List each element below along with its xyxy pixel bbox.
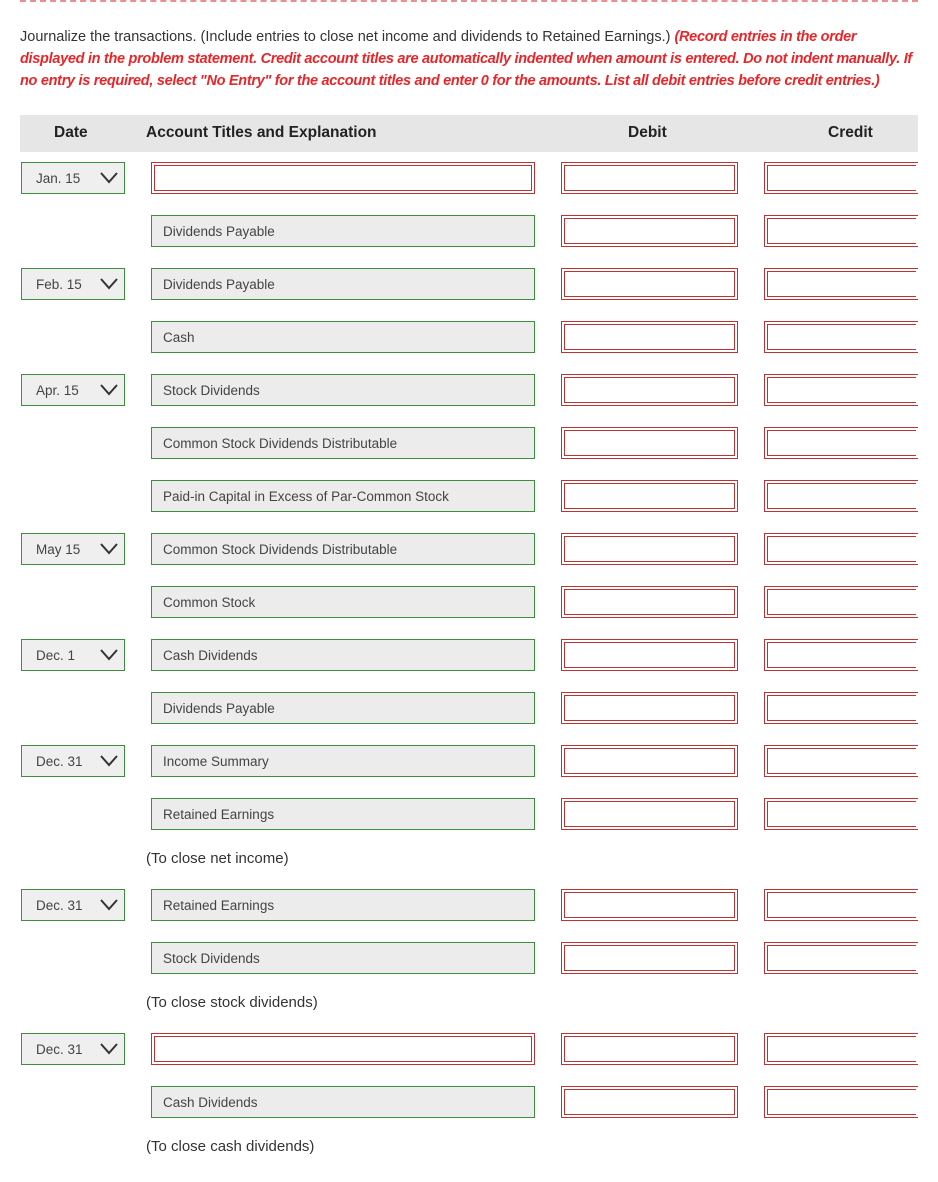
credit-amount-box[interactable]: [767, 695, 916, 721]
account-title-value: Dividends Payable: [163, 277, 275, 292]
credit-amount-input[interactable]: [764, 1086, 918, 1118]
account-title-select[interactable]: [151, 745, 535, 777]
credit-amount-box[interactable]: [767, 324, 916, 350]
account-title-value: Common Stock Dividends Distributable: [163, 436, 398, 451]
credit-amount-input[interactable]: [764, 374, 918, 406]
account-title-value: Paid-in Capital in Excess of Par-Common Stock: [163, 489, 449, 504]
debit-amount-input[interactable]: [561, 692, 738, 724]
account-title-value: Income Summary: [163, 754, 269, 769]
debit-amount-input[interactable]: [561, 321, 738, 353]
account-title-select[interactable]: [151, 889, 535, 921]
account-title-value: Dividends Payable: [163, 224, 275, 239]
debit-amount-box[interactable]: [564, 271, 735, 297]
account-title-input[interactable]: [151, 162, 535, 194]
date-select[interactable]: [21, 533, 125, 565]
date-select[interactable]: [21, 745, 125, 777]
debit-amount-box[interactable]: [564, 377, 735, 403]
credit-amount-box[interactable]: [767, 945, 916, 971]
account-title-select[interactable]: [151, 1086, 535, 1118]
account-title-value: Cash Dividends: [163, 648, 258, 663]
account-title-select[interactable]: [151, 268, 535, 300]
debit-amount-box[interactable]: [564, 536, 735, 562]
credit-amount-input[interactable]: [764, 268, 918, 300]
date-select-value: May 15: [36, 542, 81, 557]
account-title-select[interactable]: [151, 374, 535, 406]
chevron-down-icon: [100, 384, 118, 396]
account-title-select[interactable]: [151, 942, 535, 974]
credit-amount-input[interactable]: [764, 639, 918, 671]
date-select[interactable]: [21, 889, 125, 921]
credit-amount-box[interactable]: [767, 483, 916, 509]
debit-amount-box[interactable]: [564, 218, 735, 244]
account-title-value: Dividends Payable: [163, 701, 275, 716]
debit-amount-input[interactable]: [561, 427, 738, 459]
debit-amount-box[interactable]: [564, 748, 735, 774]
credit-amount-input[interactable]: [764, 427, 918, 459]
debit-amount-input[interactable]: [561, 1033, 738, 1065]
account-title-select[interactable]: [151, 586, 535, 618]
credit-amount-box[interactable]: [767, 801, 916, 827]
credit-amount-box[interactable]: [767, 892, 916, 918]
chevron-down-icon: [100, 543, 118, 555]
chevron-down-icon: [100, 1043, 118, 1055]
debit-amount-box[interactable]: [564, 324, 735, 350]
account-title-value: Cash Dividends: [163, 1095, 258, 1110]
credit-amount-input[interactable]: [764, 586, 918, 618]
credit-amount-input[interactable]: [764, 215, 918, 247]
debit-amount-input[interactable]: [561, 639, 738, 671]
debit-amount-box[interactable]: [564, 1089, 735, 1115]
debit-amount-input[interactable]: [561, 1086, 738, 1118]
credit-amount-input[interactable]: [764, 889, 918, 921]
header-date: Date: [54, 124, 88, 141]
credit-amount-box[interactable]: [767, 1089, 916, 1115]
account-title-value: Retained Earnings: [163, 898, 275, 913]
debit-amount-box[interactable]: [564, 892, 735, 918]
debit-amount-box[interactable]: [564, 483, 735, 509]
account-title-select[interactable]: [151, 533, 535, 565]
credit-amount-box[interactable]: [767, 589, 916, 615]
debit-amount-input[interactable]: [561, 745, 738, 777]
note-close-net-income: (To close net income): [146, 850, 289, 867]
date-select-value: Dec. 1: [36, 648, 76, 663]
account-title-value: Retained Earnings: [163, 807, 275, 822]
instructions-emphasis: (Record entries in the order displayed in the problem statement. Credit account titles are automatically indented when amount is entered. Do not indent manually. If no entry is required, select "No Entry" for the account titles and enter 0 for the amounts. List all debit entries before credit entries.): [20, 29, 912, 89]
account-title-value: Cash: [163, 330, 195, 345]
debit-amount-box[interactable]: [564, 1036, 735, 1062]
debit-amount-input[interactable]: [561, 374, 738, 406]
chevron-down-icon: [100, 172, 118, 184]
chevron-down-icon: [100, 649, 118, 661]
credit-amount-box[interactable]: [767, 1036, 916, 1062]
credit-amount-box[interactable]: [767, 748, 916, 774]
credit-amount-input[interactable]: [764, 533, 918, 565]
credit-amount-input[interactable]: [764, 745, 918, 777]
account-title-value: Common Stock: [163, 595, 256, 610]
credit-amount-input[interactable]: [764, 798, 918, 830]
credit-amount-box[interactable]: [767, 430, 916, 456]
note-close-stock-dividends: (To close stock dividends): [146, 994, 318, 1011]
debit-amount-box[interactable]: [564, 165, 735, 191]
debit-amount-box[interactable]: [564, 801, 735, 827]
note-close-cash-dividends: (To close cash dividends): [146, 1138, 315, 1155]
header-debit: Debit: [628, 124, 667, 141]
debit-amount-input[interactable]: [561, 889, 738, 921]
debit-amount-input[interactable]: [561, 533, 738, 565]
debit-amount-input[interactable]: [561, 480, 738, 512]
credit-amount-input[interactable]: [764, 321, 918, 353]
account-title-input-box[interactable]: [154, 1036, 532, 1062]
credit-amount-box[interactable]: [767, 165, 916, 191]
account-title-value: Stock Dividends: [163, 951, 260, 966]
credit-amount-box[interactable]: [767, 271, 916, 297]
debit-amount-input[interactable]: [561, 268, 738, 300]
header-credit: Credit: [828, 124, 873, 141]
credit-amount-box[interactable]: [767, 218, 916, 244]
date-select-value: Dec. 31: [36, 1042, 83, 1057]
account-title-select[interactable]: [151, 480, 535, 512]
credit-amount-box[interactable]: [767, 536, 916, 562]
date-select-value: Apr. 15: [36, 383, 79, 398]
top-dashed-border: [20, 0, 918, 4]
date-select[interactable]: [21, 1033, 125, 1065]
chevron-down-icon: [100, 899, 118, 911]
credit-amount-input[interactable]: [764, 1033, 918, 1065]
account-title-select[interactable]: [151, 639, 535, 671]
account-title-input[interactable]: [151, 1033, 535, 1065]
credit-amount-input[interactable]: [764, 480, 918, 512]
date-select[interactable]: [21, 374, 125, 406]
debit-amount-box[interactable]: [564, 589, 735, 615]
account-title-value: Common Stock Dividends Distributable: [163, 542, 398, 557]
credit-amount-input[interactable]: [764, 692, 918, 724]
date-select-value: Feb. 15: [36, 277, 82, 292]
chevron-down-icon: [100, 278, 118, 290]
credit-amount-box[interactable]: [767, 377, 916, 403]
account-title-select[interactable]: [151, 321, 535, 353]
instructions: [20, 26, 920, 92]
header-account: Account Titles and Explanation: [146, 124, 377, 141]
date-select-value: Dec. 31: [36, 754, 83, 769]
debit-amount-box[interactable]: [564, 642, 735, 668]
date-select[interactable]: [21, 162, 125, 194]
date-select-value: Dec. 31: [36, 898, 83, 913]
account-title-select[interactable]: [151, 215, 535, 247]
debit-amount-input[interactable]: [561, 215, 738, 247]
account-title-select[interactable]: [151, 692, 535, 724]
instructions-plain: Journalize the transactions. (Include entries to close net income and dividends to Retained Earnings.): [20, 29, 675, 45]
debit-amount-input[interactable]: [561, 162, 738, 194]
debit-amount-input[interactable]: [561, 798, 738, 830]
debit-amount-input[interactable]: [561, 586, 738, 618]
debit-amount-input[interactable]: [561, 942, 738, 974]
debit-amount-box[interactable]: [564, 430, 735, 456]
account-title-value: Stock Dividends: [163, 383, 260, 398]
date-select-value: Jan. 15: [36, 171, 81, 186]
account-title-input-box[interactable]: [154, 165, 532, 191]
debit-amount-box[interactable]: [564, 945, 735, 971]
date-select[interactable]: [21, 639, 125, 671]
credit-amount-input[interactable]: [764, 162, 918, 194]
credit-amount-input[interactable]: [764, 942, 918, 974]
debit-amount-box[interactable]: [564, 695, 735, 721]
date-select[interactable]: [21, 268, 125, 300]
chevron-down-icon: [100, 755, 118, 767]
credit-amount-box[interactable]: [767, 642, 916, 668]
account-title-select[interactable]: [151, 798, 535, 830]
journal-table-header: [20, 115, 918, 152]
account-title-select[interactable]: [151, 427, 535, 459]
